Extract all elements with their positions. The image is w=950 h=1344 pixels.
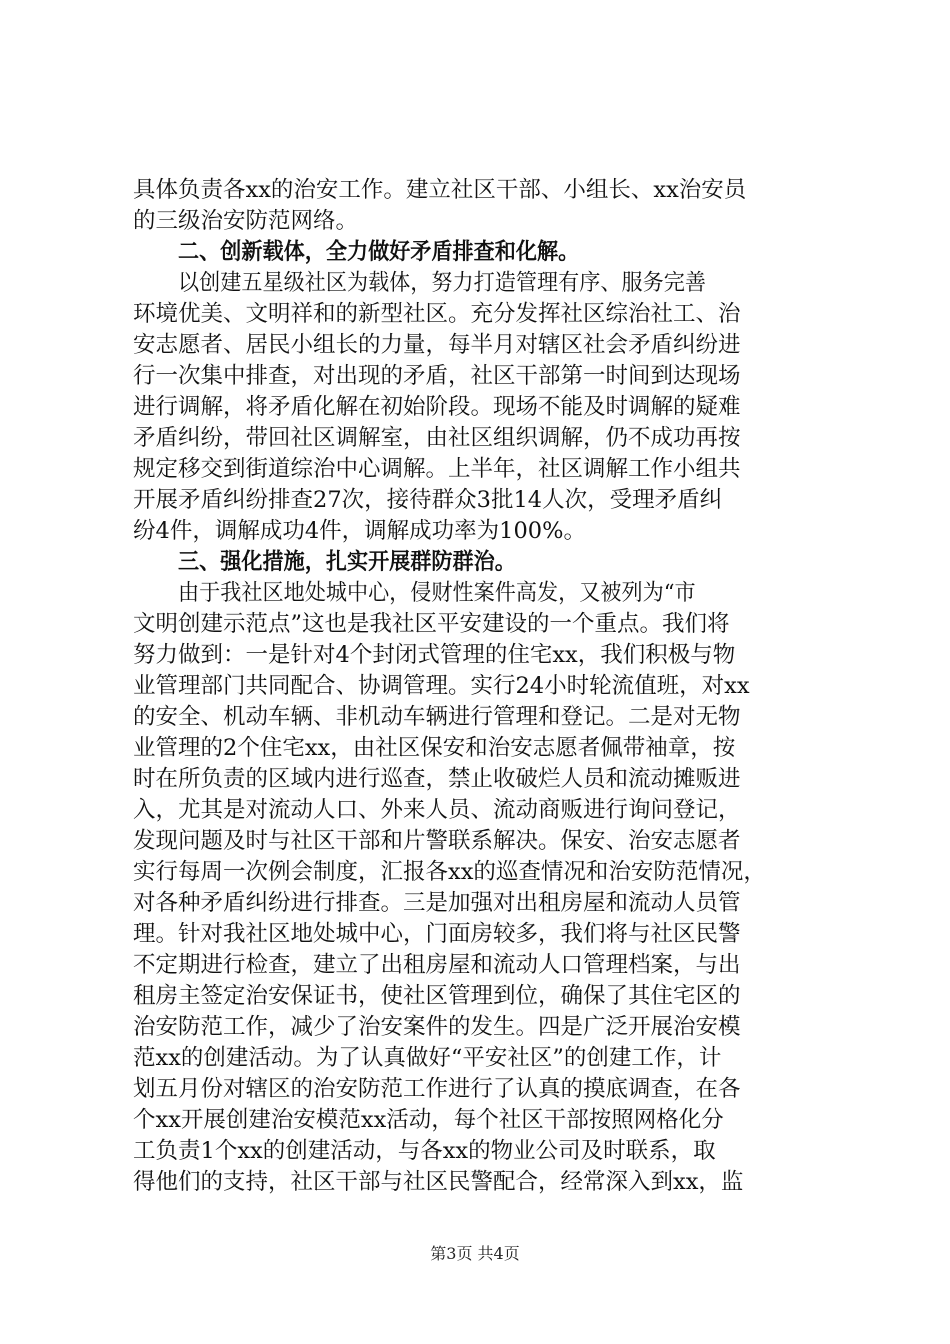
page-number-footer: 第3页 共4页: [430, 1244, 520, 1263]
body-text-line: 租房主签定治安保证书，使社区管理到位，确保了其住宅区的: [133, 983, 741, 1009]
body-text-line: 个xx开展创建治安模范xx活动，每个社区干部按照网格化分: [133, 1107, 724, 1133]
body-text-line: 规定移交到街道综治中心调解。上半年，社区调解工作小组共: [133, 456, 741, 482]
body-text-line: 以创建五星级社区为载体，努力打造管理有序、服务完善: [178, 270, 706, 296]
body-text-line: 的安全、机动车辆、非机动车辆进行管理和登记。二是对无物: [133, 704, 741, 730]
section-heading-2: 二、创新载体，全力做好矛盾排查和化解。: [178, 239, 580, 265]
body-text-line: 入，尤其是对流动人口、外来人员、流动商贩进行询问登记，: [133, 797, 741, 823]
body-text-line: 业管理部门共同配合、协调管理。实行24小时轮流值班，对xx: [133, 673, 750, 699]
body-text-line: 业管理的2个住宅xx，由社区保安和治安志愿者佩带袖章，按: [133, 735, 736, 761]
body-text-line: 具体负责各xx的治安工作。建立社区干部、小组长、xx治安员: [133, 177, 747, 203]
body-text-line: 行一次集中排查，对出现的矛盾，社区干部第一时间到达现场: [133, 363, 741, 389]
body-text-line: 治安防范工作，减少了治安案件的发生。四是广泛开展治安模: [133, 1014, 741, 1040]
body-text-line: 进行调解，将矛盾化解在初始阶段。现场不能及时调解的疑难: [133, 394, 741, 420]
body-text-line: 不定期进行检查，建立了出租房屋和流动人口管理档案，与出: [133, 952, 741, 978]
body-text-line: 发现问题及时与社区干部和片警联系解决。保安、治安志愿者: [133, 828, 741, 854]
body-text-line: 时在所负责的区域内进行巡查，禁止收破烂人员和流动摊贩进: [133, 766, 741, 792]
body-text-line: 努力做到：一是针对4个封闭式管理的住宅xx，我们积极与物: [133, 642, 736, 668]
body-text-line: 安志愿者、居民小组长的力量，每半月对辖区社会矛盾纠纷进: [133, 332, 741, 358]
body-text-line: 矛盾纠纷，带回社区调解室，由社区组织调解，仍不成功再按: [133, 425, 741, 451]
body-text-line: 由于我社区地处城中心，侵财性案件高发，又被列为“市: [178, 580, 696, 606]
body-text-line: 工负责1个xx的创建活动，与各xx的物业公司及时联系，取: [133, 1138, 716, 1164]
body-text-line: 纷4件，调解成功4件，调解成功率为100%。: [133, 518, 586, 544]
body-text-line: 环境优美、文明祥和的新型社区。充分发挥社区综治社工、治: [133, 301, 741, 327]
body-text-line: 实行每周一次例会制度，汇报各xx的巡查情况和治安防范情况，: [133, 859, 766, 885]
section-heading-3: 三、强化措施，扎实开展群防群治。: [178, 549, 516, 575]
body-text-line: 划五月份对辖区的治安防范工作进行了认真的摸底调查，在各: [133, 1076, 741, 1102]
body-text-line: 的三级治安防范网络。: [133, 208, 359, 234]
body-text-line: 文明创建示范点”这也是我社区平安建设的一个重点。我们将: [133, 611, 730, 637]
body-text-line: 得他们的支持，社区干部与社区民警配合，经常深入到xx，监: [133, 1169, 744, 1195]
body-text-line: 理。针对我社区地处城中心，门面房较多，我们将与社区民警: [133, 921, 741, 947]
body-text-line: 对各种矛盾纠纷进行排查。三是加强对出租房屋和流动人员管: [133, 890, 741, 916]
body-text-line: 开展矛盾纠纷排查27次，接待群众3批14人次，受理矛盾纠: [133, 487, 723, 513]
body-text-line: 范xx的创建活动。为了认真做好“平安社区”的创建工作，计: [133, 1045, 722, 1071]
